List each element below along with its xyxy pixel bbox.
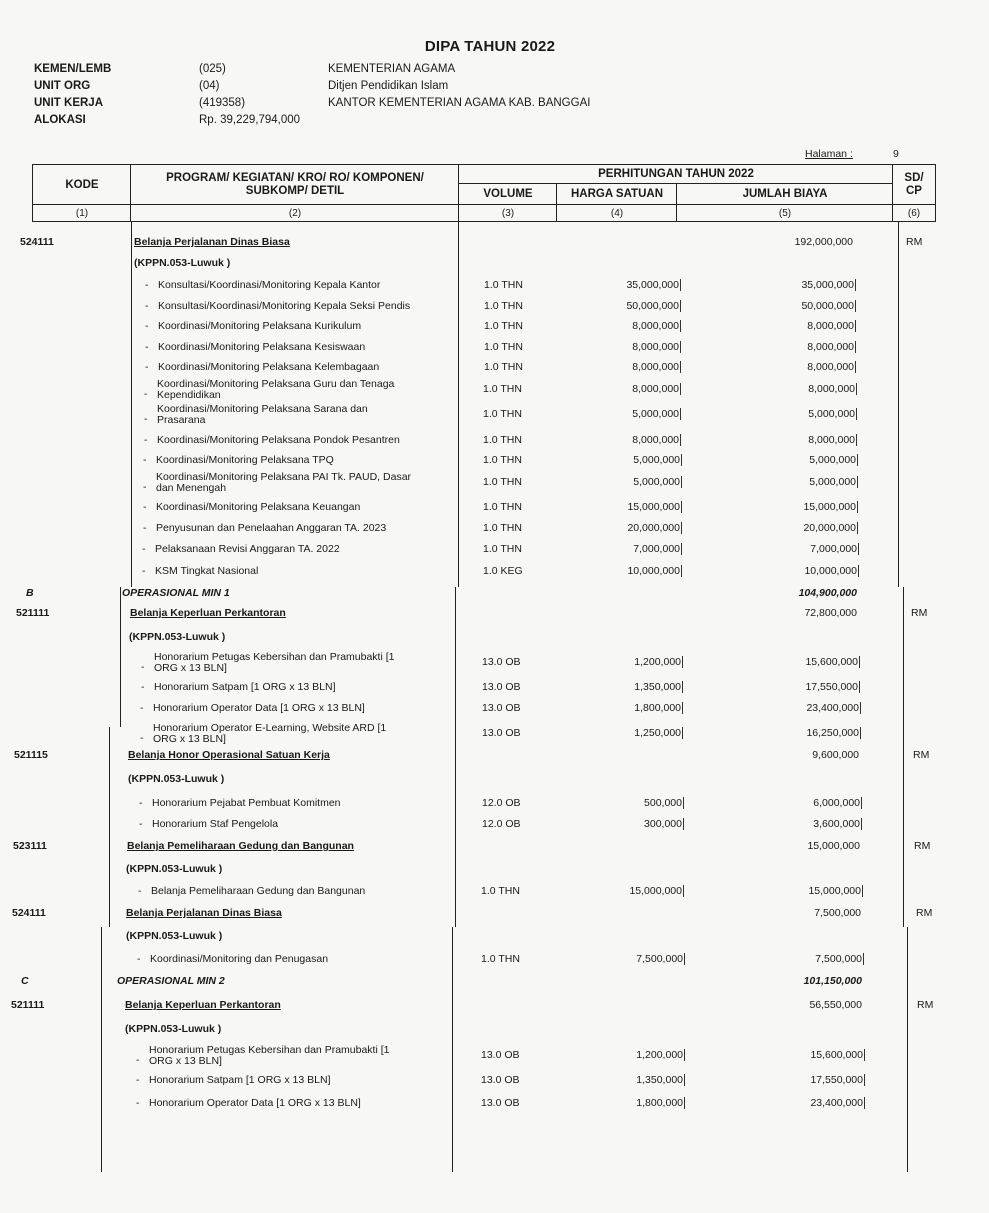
page-number: 9 [893, 148, 899, 160]
item-volume: 1.0 THN [484, 341, 523, 353]
item-volume: 1.0 THN [484, 279, 523, 291]
source-code: RM [913, 749, 930, 761]
page-label: Halaman : [805, 148, 853, 160]
item-volume: 1.0 THN [483, 543, 522, 555]
item-unit-price: 5,000,000 [570, 454, 682, 466]
section-name: OPERASIONAL MIN 1 [122, 587, 230, 599]
item-unit-price: 8,000,000 [569, 434, 681, 446]
item-total: 15,000,000 [731, 885, 863, 897]
item-total: 8,000,000 [724, 320, 856, 332]
meta-code: Rp. 39,229,794,000 [199, 114, 301, 126]
item-description: Honorarium Pejabat Pembuat Komitmen [152, 797, 341, 809]
item-total: 23,400,000 [733, 1097, 865, 1109]
bullet-dash: - [144, 388, 148, 400]
item-volume: 13.0 OB [482, 727, 521, 739]
bullet-dash: - [142, 565, 146, 577]
item-total: 101,150,000 [803, 975, 862, 987]
item-volume: 12.0 OB [482, 818, 521, 830]
header-program: PROGRAM/ KEGIATAN/ KRO/ RO/ KOMPONEN/ SUBKOMP/ DETIL [130, 164, 460, 206]
item-description: Honorarium Operator Data [1 ORG x 13 BLN] [153, 702, 365, 714]
bullet-dash: - [139, 797, 143, 809]
item-description-line1: Koordinasi/Monitoring Pelaksana PAI Tk. PAUD, Dasar [156, 471, 412, 483]
item-description [157, 404, 368, 426]
item-description: Koordinasi/Monitoring Pelaksana Keuangan [156, 501, 361, 513]
bullet-dash: - [145, 361, 149, 373]
account-code: 524111 [20, 236, 54, 248]
item-volume: 13.0 OB [482, 656, 521, 668]
item-unit-price: 50,000,000 [569, 300, 681, 312]
bullet-dash: - [144, 413, 148, 425]
item-total: 10,000,000 [727, 565, 859, 577]
header-num-6: (6) [892, 204, 936, 222]
item-unit-price: 15,000,000 [572, 885, 684, 897]
item-description: Pelaksanaan Revisi Anggaran TA. 2022 [155, 543, 340, 555]
bullet-dash: - [139, 818, 143, 830]
item-description-line1: Honorarium Petugas Kebersihan dan Pramubakti [1 [149, 1044, 390, 1056]
item-unit-price: 1,250,000 [571, 727, 683, 739]
item-volume: 1.0 THN [484, 361, 523, 373]
item-total: 3,600,000 [730, 818, 862, 830]
item-description-line2: dan Menengah [156, 482, 227, 494]
item-total: 5,000,000 [725, 408, 857, 420]
item-unit-price: 1,350,000 [571, 681, 683, 693]
item-unit-price: 300,000 [572, 818, 684, 830]
meta-code: (04) [199, 80, 220, 92]
meta-code: (025) [199, 63, 226, 75]
item-volume: 1.0 THN [483, 454, 522, 466]
section-code: B [26, 587, 34, 599]
bullet-dash: - [143, 501, 147, 513]
item-unit-price: 8,000,000 [569, 320, 681, 332]
item-volume: 1.0 THN [481, 885, 520, 897]
item-description-line1: Koordinasi/Monitoring Pelaksana Guru dan Tenaga [157, 378, 395, 390]
header-volume: VOLUME [458, 183, 558, 206]
header-perhitungan: PERHITUNGAN TAHUN 2022 [458, 164, 894, 185]
item-description-line2: Prasarana [157, 414, 206, 426]
item-description [153, 723, 386, 745]
header-num-5: (5) [676, 204, 894, 222]
kppn-label: (KPPN.053-Luwuk ) [125, 1023, 222, 1035]
item-volume: 1.0 THN [481, 953, 520, 965]
item-unit-price: 10,000,000 [570, 565, 682, 577]
bullet-dash: - [142, 543, 146, 555]
item-unit-price: 1,350,000 [573, 1074, 685, 1086]
item-description: Honorarium Satpam [1 ORG x 13 BLN] [154, 681, 336, 693]
item-unit-price: 8,000,000 [569, 361, 681, 373]
meta-label: UNIT KERJA [34, 97, 104, 109]
account-code: 523111 [13, 840, 47, 852]
header-num-3: (3) [458, 204, 558, 222]
header-jumlah-biaya: JUMLAH BIAYA [676, 183, 894, 206]
bullet-dash: - [140, 732, 144, 744]
item-description-line1: Koordinasi/Monitoring Pelaksana Sarana dan [157, 403, 368, 415]
item-total: 56,550,000 [809, 999, 862, 1011]
item-volume: 12.0 OB [482, 797, 521, 809]
account-code: 524111 [12, 907, 46, 919]
header-sd-cp: SD/ CP [892, 164, 936, 206]
header-num-4: (4) [556, 204, 678, 222]
bullet-dash: - [145, 320, 149, 332]
source-code: RM [911, 607, 928, 619]
item-volume: 13.0 OB [481, 1049, 520, 1061]
item-unit-price: 8,000,000 [569, 383, 681, 395]
meta-label: UNIT ORG [34, 80, 91, 92]
item-description: Koordinasi/Monitoring Pelaksana Kurikulum [158, 320, 362, 332]
bullet-dash: - [141, 681, 145, 693]
account-name: Belanja Perjalanan Dinas Biasa [134, 236, 290, 248]
bullet-dash: - [141, 661, 145, 673]
item-unit-price: 15,000,000 [570, 501, 682, 513]
item-description: Honorarium Operator Data [1 ORG x 13 BLN] [149, 1097, 361, 1109]
item-unit-price: 1,200,000 [571, 656, 683, 668]
item-total: 5,000,000 [726, 454, 858, 466]
item-unit-price: 35,000,000 [569, 279, 681, 291]
item-unit-price: 8,000,000 [569, 341, 681, 353]
item-unit-price: 1,800,000 [571, 702, 683, 714]
item-total: 5,000,000 [726, 476, 858, 488]
item-description: Belanja Pemeliharaan Gedung dan Bangunan [151, 885, 366, 897]
item-unit-price: 500,000 [572, 797, 684, 809]
meta-name: Ditjen Pendidikan Islam [328, 80, 449, 92]
item-volume: 1.0 THN [483, 434, 522, 446]
item-total: 23,400,000 [729, 702, 861, 714]
item-total: 17,550,000 [733, 1074, 865, 1086]
item-unit-price: 1,200,000 [573, 1049, 685, 1061]
item-volume: 1.0 THN [483, 408, 522, 420]
item-description-line2: ORG x 13 BLN] [149, 1055, 222, 1067]
item-volume: 13.0 OB [481, 1097, 520, 1109]
item-description: Honorarium Satpam [1 ORG x 13 BLN] [149, 1074, 331, 1086]
bullet-dash: - [140, 702, 144, 714]
item-volume: 1.0 THN [484, 300, 523, 312]
bullet-dash: - [145, 341, 149, 353]
bullet-dash: - [143, 522, 147, 534]
header-num-1: (1) [32, 204, 132, 222]
account-code: 521111 [16, 607, 50, 619]
bullet-dash: - [143, 481, 147, 493]
header-num-2: (2) [130, 204, 460, 222]
item-total: 8,000,000 [724, 341, 856, 353]
meta-code: (419358) [199, 97, 246, 109]
bullet-dash: - [136, 1097, 140, 1109]
item-unit-price: 7,500,000 [573, 953, 685, 965]
item-description: Koordinasi/Monitoring Pelaksana TPQ [156, 454, 334, 466]
item-total: 15,600,000 [733, 1049, 865, 1061]
item-total: 7,000,000 [727, 543, 859, 555]
item-volume: 13.0 OB [482, 702, 521, 714]
source-code: RM [917, 999, 934, 1011]
item-description [154, 652, 394, 674]
item-description: Koordinasi/Monitoring Pelaksana Kesiswaan [158, 341, 366, 353]
section-name: OPERASIONAL MIN 2 [117, 975, 225, 987]
item-description [156, 472, 411, 494]
source-code: RM [906, 236, 923, 248]
kppn-label: (KPPN.053-Luwuk ) [126, 930, 223, 942]
item-description [149, 1045, 389, 1067]
item-description: Penyusunan dan Penelaahan Anggaran TA. 2023 [156, 522, 387, 534]
source-code: RM [914, 840, 931, 852]
item-unit-price: 7,000,000 [570, 543, 682, 555]
item-total: 35,000,000 [724, 279, 856, 291]
item-volume: 1.0 THN [483, 501, 522, 513]
item-description: Konsultasi/Koordinasi/Monitoring Kepala Seksi Pendis [158, 300, 411, 312]
kppn-label: (KPPN.053-Luwuk ) [126, 863, 223, 875]
item-description-line1: Honorarium Operator E-Learning, Website ARD [1 [153, 722, 387, 734]
account-name: Belanja Perjalanan Dinas Biasa [126, 907, 282, 919]
account-name: Belanja Honor Operasional Satuan Kerja [128, 749, 330, 761]
item-total: 15,000,000 [807, 840, 860, 852]
item-unit-price: 20,000,000 [570, 522, 682, 534]
item-volume: 1.0 KEG [483, 565, 523, 577]
item-volume: 1.0 THN [483, 522, 522, 534]
item-unit-price: 5,000,000 [569, 408, 681, 420]
item-total: 6,000,000 [730, 797, 862, 809]
item-total: 16,250,000 [729, 727, 861, 739]
header-harga-satuan: HARGA SATUAN [556, 183, 678, 206]
meta-label: KEMEN/LEMB [34, 63, 112, 75]
item-total: 15,600,000 [728, 656, 860, 668]
item-description-line2: ORG x 13 BLN] [153, 733, 226, 745]
item-total: 7,500,000 [814, 907, 861, 919]
kppn-label: (KPPN.053-Luwuk ) [134, 257, 231, 269]
bullet-dash: - [138, 885, 142, 897]
source-code: RM [916, 907, 933, 919]
item-unit-price: 1,800,000 [573, 1097, 685, 1109]
item-total: 9,600,000 [812, 749, 859, 761]
kppn-label: (KPPN.053-Luwuk ) [129, 631, 226, 643]
item-description: Koordinasi/Monitoring Pelaksana Pondok Pesantren [157, 434, 400, 446]
item-total: 20,000,000 [726, 522, 858, 534]
bullet-dash: - [143, 454, 147, 466]
item-description: Konsultasi/Koordinasi/Monitoring Kepala Kantor [158, 279, 381, 291]
item-total: 17,550,000 [728, 681, 860, 693]
meta-name: KEMENTERIAN AGAMA [328, 63, 456, 75]
item-description-line1: Honorarium Petugas Kebersihan dan Pramubakti [1 [154, 651, 395, 663]
item-description-line2: ORG x 13 BLN] [154, 662, 227, 674]
account-name: Belanja Keperluan Perkantoran [130, 607, 286, 619]
item-total: 8,000,000 [725, 434, 857, 446]
section-code: C [21, 975, 29, 987]
item-total: 192,000,000 [794, 236, 853, 248]
item-total: 15,000,000 [726, 501, 858, 513]
item-description-line2: Kependidikan [157, 389, 221, 401]
header-kode: KODE [32, 164, 132, 206]
item-total: 8,000,000 [724, 361, 856, 373]
item-volume: 13.0 OB [482, 681, 521, 693]
account-code: 521111 [11, 999, 45, 1011]
document-title: DIPA TAHUN 2022 [424, 38, 556, 55]
bullet-dash: - [136, 1054, 140, 1066]
meta-label: ALOKASI [34, 114, 86, 126]
item-total: 8,000,000 [725, 383, 857, 395]
item-total: 7,500,000 [732, 953, 864, 965]
item-description: KSM Tingkat Nasional [155, 565, 259, 577]
kppn-label: (KPPN.053-Luwuk ) [128, 773, 225, 785]
item-description: Honorarium Staf Pengelola [152, 818, 279, 830]
item-total: 50,000,000 [724, 300, 856, 312]
item-volume: 1.0 THN [483, 383, 522, 395]
bullet-dash: - [137, 953, 141, 965]
account-code: 521115 [14, 749, 48, 761]
meta-name: KANTOR KEMENTERIAN AGAMA KAB. BANGGAI [328, 97, 591, 109]
item-total: 72,800,000 [804, 607, 857, 619]
account-name: Belanja Keperluan Perkantoran [125, 999, 281, 1011]
item-total: 104,900,000 [798, 587, 857, 599]
bullet-dash: - [144, 434, 148, 446]
item-unit-price: 5,000,000 [570, 476, 682, 488]
bullet-dash: - [145, 279, 149, 291]
item-description: Koordinasi/Monitoring dan Penugasan [150, 953, 329, 965]
bullet-dash: - [136, 1074, 140, 1086]
item-description [157, 379, 394, 401]
item-description: Koordinasi/Monitoring Pelaksana Kelembagaan [158, 361, 380, 373]
account-name: Belanja Pemeliharaan Gedung dan Bangunan [127, 840, 354, 852]
item-volume: 1.0 THN [483, 476, 522, 488]
bullet-dash: - [145, 300, 149, 312]
item-volume: 1.0 THN [484, 320, 523, 332]
item-volume: 13.0 OB [481, 1074, 520, 1086]
